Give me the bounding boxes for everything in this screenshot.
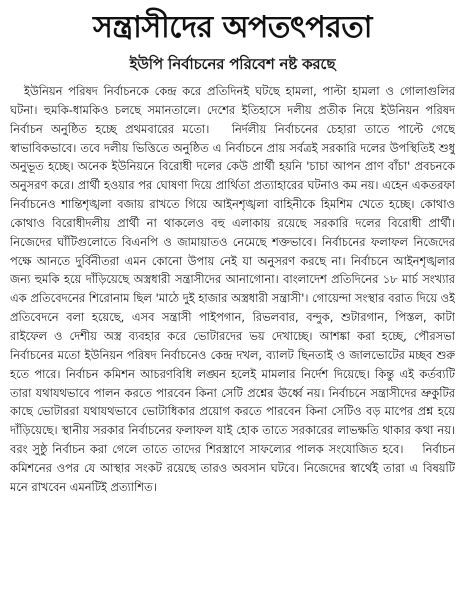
article-body: [10, 82, 455, 602]
paragraph-1: ইউনিয়ন পরিষদ নির্বাচনকে কেন্দ্র করে প্রতিদিনই ঘটছে হামলা, পাল্টা হামলা ও গোলাগুলির ঘটনা। হুমকি-ধামকিও চলছে সমানতালে। দেশের ইতিহাসে দলীয় প্রতীক নিয়ে ইউনিয়ন পরিষদ নির্বাচন অনুষ্ঠিত হচ্ছে প্রথমবারের মতো।: [10, 84, 455, 136]
paragraph-2: নির্দলীয় নির্বাচনের চেহারা তাতে পাল্টে গেছে স্বাভাবিকভাবে। তবে দলীয় ভিত্তিতে অনুষ্ঠিত এ নির্বাচনে প্রায় সর্বত্রই সরকারি দলের উপস্থিতিই শুধু অনুভূত হচ্ছে। অনেক ইউনিয়নে বিরোধী দলের কেউ প্রার্থী হয়নি 'চাচা আপন প্রাণ বাঁচা' প্রবচনকে অনুসরণ করে। প্রার্থী হওয়ার পর ঘোষণা দিয়ে প্রার্থিতা প্রত্যাহারের ঘটনাও কম নয়। এহেন একতরফা নির্বাচনেও শান্তিশৃঙ্খলা বজায় রাখতে গিয়ে আইনশৃঙ্খলা বাহিনীকে হিমশিম খেতে হচ্ছে। কোথাও কোথাও বিরোধীদলীয় প্রার্থী না থাকলেও বহু এলাকায় রয়েছে সরকারি দলের বিরোধী প্রার্থী। নিজেদের ঘাঁটিগুলোতে বিএনপি ও জামায়াতও নেমেছে শক্তভাবে। নির্বাচনের ফলাফল নিজেদের পক্ষে আনতে দুর্বিনীতরা এমন কোনো উপায় নেই যা অনুসরণ করছে না। নির্বাচনে আইনশৃঙ্খলার জন্য হুমকি হয়ে দাঁড়িয়েছে অস্ত্রধারী সন্ত্রাসীদের আনাগোনা। বাংলাদেশ প্রতিদিনের ১৮ মার্চ সংখ্যার এক প্রতিবেদনের শিরোনাম ছিল 'মাঠে দুই হাজার অস্ত্রধারী সন্ত্রাসী'। গোয়েন্দা সংস্থার বরাত দিয়ে ওই প্রতিবেদনে বলা হয়েছে, এসব সন্ত্রাসী পাইপগান, রিভলবার, বন্দুক, শুটারগান, পিস্তল, কাটা রাইফেল ও দেশীয় অস্ত্র ব্যবহার করে ভোটারদের ভয় দেখাচ্ছে। আশঙ্কা করা হচ্ছে, পৌরসভা নির্বাচনের মতো ইউনিয়ন পরিষদ নির্বাচনেও কেন্দ্র দখল, ব্যালট ছিনতাই ও জালভোটের মচ্ছব শুরু হতে পারে। নির্বাচন কমিশন আচরণবিধি লঙ্ঘন হলেই মামলার নির্দেশ দিয়েছে। কিন্তু এই কর্তব্যটি তারা যথাযথভাবে পালন করতে পারবেন কিনা সেটি প্রশ্নের ঊর্ধ্বে নয়। নির্বাচনে সন্ত্রাসীদের ভ্রুকুটির কাছে ভোটাররা যথাযথভাবে ভোটাধিকার প্রয়োগ করতে পারবেন কিনা সেটিও বড় মাপের প্রশ্ন হয়ে দাঁড়িয়েছে। স্থানীয় সরকার নির্বাচনের ফলাফল যাই হোক তাতে সরকারের লাভক্ষতি থাকার কথা নয়। বরং সুষ্ঠু নির্বাচন করা গেলে তাতে তাদের শিরস্ত্রাণে সাফল্যের পালক সংযোজিত হবে।: [10, 121, 455, 457]
subheadline: ইউপি নির্বাচনের পরিবেশ নষ্ট করছে: [129, 55, 336, 73]
headline: সন্ত্রাসীদের অপতৎপরতা: [93, 10, 372, 45]
paragraph-3: নির্বাচন কমিশনের ওপর যে আস্থার সংকট রয়েছে তারও অবসান ঘটবে। নিজেদের স্বার্থেই তারা এ বিষয়টি মনে রাখবেন এমনটিই প্রত্যাশিত।: [10, 442, 455, 494]
